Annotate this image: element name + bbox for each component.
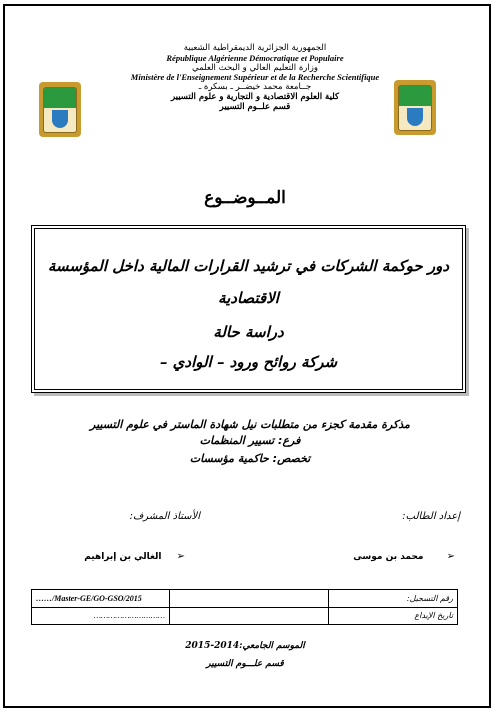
registration-number: ……/Master-GE/GO-GSO/2015	[32, 590, 170, 608]
student-entry	[330, 544, 455, 563]
arrow-icon: ➢	[176, 551, 185, 562]
memo-description: مذكرة مقدمة كجزء من متطلبات نيل شهادة الماستر في علوم التسيير	[90, 418, 410, 431]
table-row	[32, 607, 458, 625]
department-arabic: قسم علــوم التسيير	[219, 101, 291, 112]
case-study-label: دراسة حالة	[213, 323, 284, 341]
thesis-title-line-2: الاقتصادية	[218, 289, 279, 307]
ministry-french: Ministère de l'Enseignement Supérieur et de la Recherche Scientifique	[130, 72, 380, 83]
company-name: شركة روائح ورود – الوادي –	[159, 353, 338, 371]
institution-header	[110, 44, 400, 112]
republic-arabic: الجمهورية الجزائرية الديمقراطية الشعبية	[183, 43, 327, 53]
ministry-arabic: وزارة التعليم العالي و البحث العلمي	[192, 62, 318, 73]
student-label: إعداد الطالب:	[402, 511, 460, 522]
registration-label: رقم التسجيل:	[329, 590, 458, 608]
thesis-title-line-1: دور حوكمة الشركات في ترشيد القرارات المالية داخل المؤسسة	[47, 257, 450, 275]
arrow-icon: ➢	[446, 551, 455, 562]
deposit-date-label: تاريخ الإيداع	[329, 607, 458, 625]
branch-label: فرع: تسيير المنظمات	[199, 434, 301, 447]
thesis-title-box	[31, 225, 466, 393]
student-name: محمد بن موسى	[353, 552, 424, 562]
faculty-arabic: كلية العلوم الاقتصادية و التجارية و علوم التسيير	[170, 91, 339, 102]
specialty-label: تخصص: حاكمية مؤسسات	[189, 452, 311, 465]
academic-year: الموسم الجامعي:2014-2015	[185, 641, 305, 651]
republic-french: République Algérienne Démocratique et Populaire	[166, 52, 344, 63]
registration-table	[31, 589, 458, 625]
subject-heading: المــوضــوع	[204, 188, 286, 208]
university-logo-right	[394, 80, 436, 135]
table-row	[32, 590, 458, 608]
university-arabic: جــامعة محمد خيضــر ـ بسكرة ـ	[198, 82, 312, 93]
supervisor-entry	[60, 544, 185, 563]
supervisor-name: الغالي بن إبراهيم	[84, 552, 162, 562]
deposit-date-value: …………………………	[32, 607, 170, 625]
footer-department: قسم علـــوم التسيير	[206, 659, 284, 669]
university-logo-left	[39, 82, 81, 137]
supervisor-label: الأستاذ المشرف:	[129, 511, 200, 522]
